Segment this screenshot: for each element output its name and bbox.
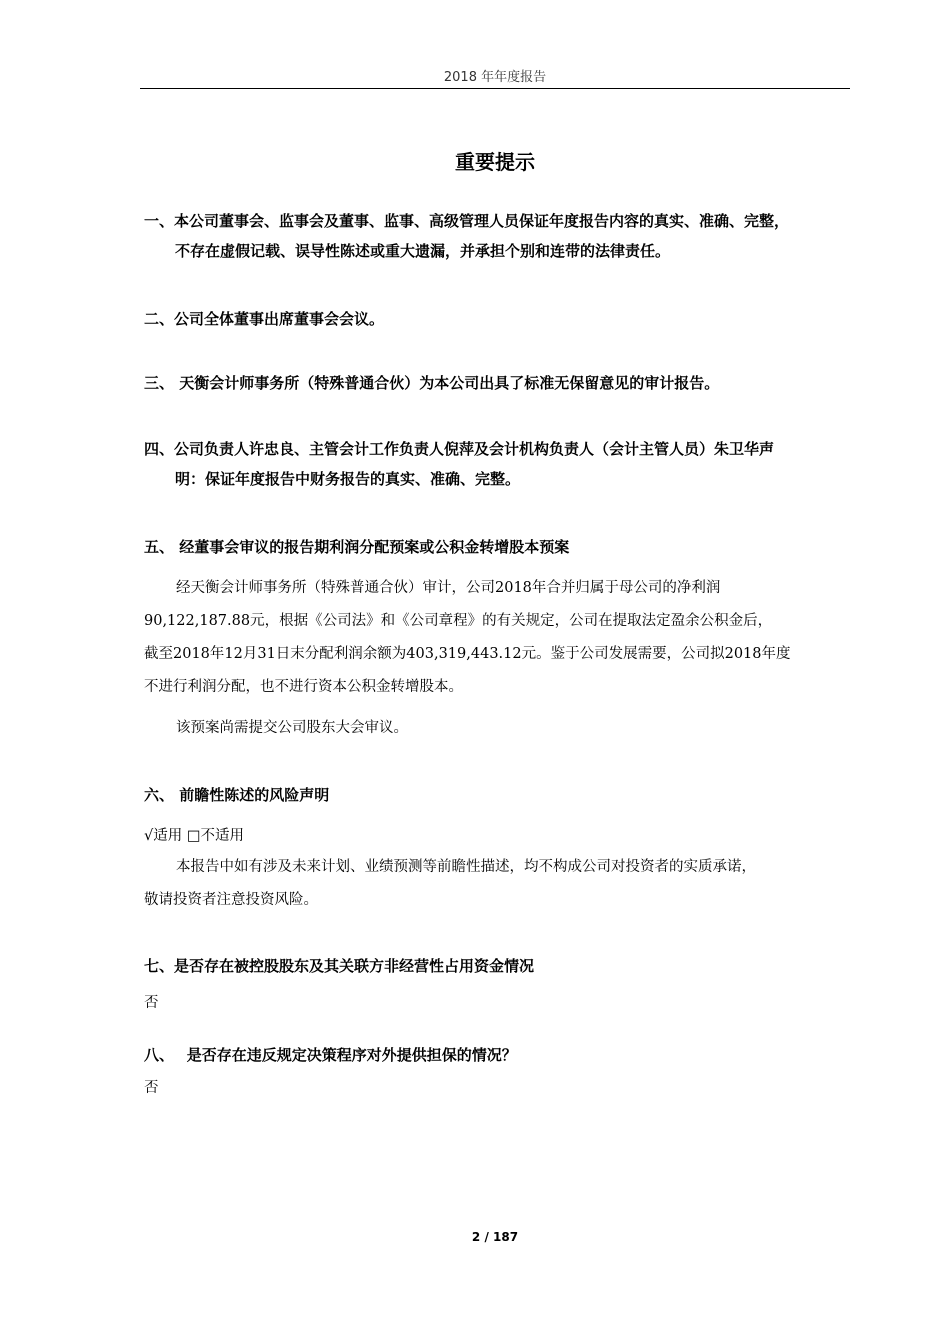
section-4 — [144, 434, 854, 494]
section-1-line-2: 不存在虚假记载、误导性陈述或重大遗漏，并承担个别和连带的法律责任。 — [175, 242, 671, 260]
page-number: 2 / 187 — [471, 1230, 519, 1244]
section-8-heading — [144, 1040, 854, 1070]
section-6-paragraph — [144, 851, 850, 917]
section-6-choice — [144, 820, 850, 853]
section-5-p2-line: 该预案尚需提交公司股东大会审议。 — [176, 720, 408, 736]
section-8-answer-text: 否 — [144, 1080, 159, 1096]
section-6-p1-line-2: 敬请投资者注意投资风险。 — [144, 892, 318, 908]
section-3-line-1: 三、 天衡会计师事务所（特殊普通合伙）为本公司出具了标准无保留意见的审计报告。 — [144, 374, 720, 392]
page-header: 2018 年年度报告 — [443, 70, 547, 85]
section-4-line-2: 明：保证年度报告中财务报告的真实、准确、完整。 — [175, 470, 521, 488]
section-7-answer — [144, 987, 850, 1020]
section-5-p1-line-4: 不进行利润分配，也不进行资本公积金转增股本。 — [144, 679, 463, 695]
section-5-heading — [144, 532, 854, 562]
section-2-line-1: 二、公司全体董事出席董事会会议。 — [144, 310, 385, 328]
section-5-heading-text: 五、 经董事会审议的报告期利润分配预案或公积金转增股本预案 — [144, 538, 570, 556]
section-2 — [144, 304, 854, 334]
section-3 — [144, 368, 854, 398]
section-5-p1-line-1: 经天衡会计师事务所（特殊普通合伙）审计，公司2018年合并归属于母公司的净利润 — [176, 580, 721, 596]
header-divider — [140, 88, 850, 89]
section-8-answer — [144, 1072, 850, 1105]
section-6-heading-text: 六、 前瞻性陈述的风险声明 — [144, 786, 330, 804]
section-1 — [144, 206, 854, 266]
section-5-p1-line-2: 90,122,187.88元，根据《公司法》和《公司章程》的有关规定，公司在提取法定盈余公积金后， — [144, 613, 773, 629]
section-7-heading-text: 七、是否存在被控股股东及其关联方非经营性占用资金情况 — [144, 957, 535, 975]
section-5-paragraph-2 — [144, 712, 850, 745]
applicability-choice: √适用 □不适用 — [144, 828, 245, 844]
section-4-line-1: 四、公司负责人许忠良、主管会计工作负责人倪萍及会计机构负责人（会计主管人员）朱卫华声 — [144, 440, 775, 458]
section-5-paragraph-1 — [144, 572, 850, 704]
section-6-heading — [144, 780, 854, 810]
page-title: 重要提示 — [455, 150, 535, 174]
section-7-heading — [144, 951, 854, 981]
section-5-p1-line-3: 截至2018年12月31日末分配利润余额为403,319,443.12元。鉴于公司发展需要，公司拟2018年度 — [144, 646, 791, 662]
section-8-heading-text: 八、 是否存在违反规定决策程序对外提供担保的情况？ — [144, 1046, 517, 1064]
section-1-line-1: 一、本公司董事会、监事会及董事、监事、高级管理人员保证年度报告内容的真实、准确、完整， — [144, 212, 790, 230]
section-7-answer-text: 否 — [144, 995, 159, 1011]
section-6-p1-line-1: 本报告中如有涉及未来计划、业绩预测等前瞻性描述，均不构成公司对投资者的实质承诺， — [176, 859, 756, 875]
